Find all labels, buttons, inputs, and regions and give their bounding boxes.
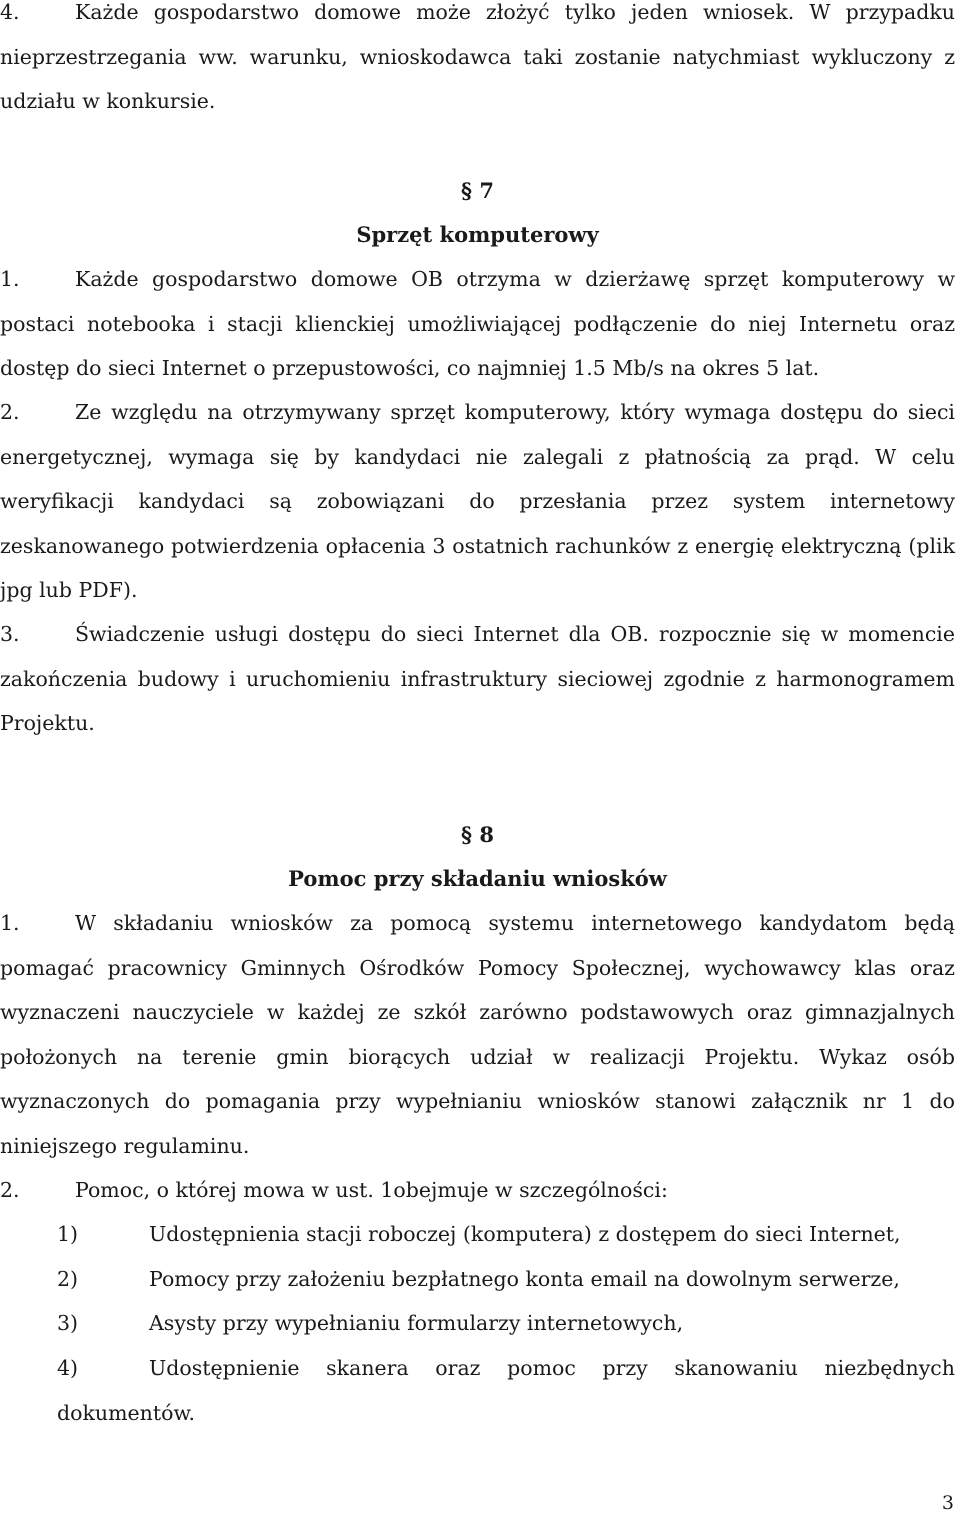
item-number: 1.: [0, 911, 20, 935]
item-text: Pomoc, o której mowa w ust. 1obejmuje w szczególności:: [75, 1178, 668, 1202]
item-text: Świadczenie usługi dostępu do sieci Internet dla OB. rozpocznie się w momencie zakończenia budowy i uruchomieniu infrastruktury sieciowej zgodnie z harmonogramem Projektu.: [0, 622, 955, 735]
paragraph-item-4: [0, 0, 955, 124]
list-item-text: Udostępnienia stacji roboczej (komputera) z dostępem do sieci Internet,: [149, 1222, 901, 1246]
item-text: Ze względu na otrzymywany sprzęt komputerowy, który wymaga dostępu do sieci energetycznej, wymaga się by kandydaci nie zalegali z płatnością za prąd. W celu weryfikacji kandydaci są zobowiązani do przesłania przez system internetowy zeskanowanego potwierdzenia opłacenia 3 ostatnich rachunków z energię elektryczną (plik jpg lub PDF).: [0, 400, 955, 602]
paragraph-s7-item-2: [0, 390, 955, 613]
paragraph-s7-item-1: [0, 257, 955, 391]
section-8-symbol: § 8: [461, 822, 494, 847]
paragraph-s8-item-1: [0, 901, 955, 1168]
paragraph-s8-item-2: [0, 1168, 955, 1213]
list-item-text: Asysty przy wypełnianiu formularzy internetowych,: [149, 1311, 684, 1335]
item-number: 4.: [0, 0, 20, 24]
item-text: Każde gospodarstwo domowe OB otrzyma w dzierżawę sprzęt komputerowy w postaci notebooka i stacji klienckiej umożliwiającej podłączenie do niej Internetu oraz dostęp do sieci Internet o przepustowości, co najmniej 1.5 Mb/s na okres 5 lat.: [0, 267, 955, 380]
item-number: 2.: [0, 400, 20, 424]
item-text: W składaniu wniosków za pomocą systemu internetowego kandydatom będą pomagać pracownicy Gminnych Ośrodków Pomocy Społecznej, wychowawcy klas oraz wyznaczeni nauczyciele w każdej ze szkół zarówno podstawowych oraz gimnazjalnych położonych na terenie gmin biorących udział w realizacji Projektu. Wykaz osób wyznaczonych do pomagania przy wypełnianiu wniosków stanowi załącznik nr 1 do niniejszego regulaminu.: [0, 911, 955, 1158]
list-item-4: [57, 1346, 955, 1435]
list-item-text: Udostępnienie skanera oraz pomoc przy skanowaniu niezbędnych dokumentów.: [57, 1356, 955, 1425]
section-7-title: Sprzęt komputerowy: [356, 222, 599, 247]
page-number: 3: [941, 1492, 954, 1514]
list-item-text: Pomocy przy założeniu bezpłatnego konta email na dowolnym serwerze,: [149, 1267, 900, 1291]
list-item-number: 2): [57, 1267, 79, 1291]
list-item-3: [57, 1301, 955, 1346]
list-item-number: 1): [57, 1222, 79, 1246]
item-number: 2.: [0, 1178, 20, 1202]
list-item-1: [57, 1212, 955, 1257]
paragraph-s7-item-3: [0, 612, 955, 746]
section-8-title: Pomoc przy składaniu wniosków: [288, 866, 667, 891]
list-item-number: 4): [57, 1356, 79, 1380]
item-number: 3.: [0, 622, 20, 646]
list-item-number: 3): [57, 1311, 79, 1335]
section-7-symbol: § 7: [461, 178, 494, 203]
item-number: 1.: [0, 267, 20, 291]
list-item-2: [57, 1257, 955, 1302]
item-text: Każde gospodarstwo domowe może złożyć tylko jeden wniosek. W przypadku nieprzestrzegania ww. warunku, wnioskodawca taki zostanie natychmiast wykluczony z udziału w konkursie.: [0, 0, 955, 113]
